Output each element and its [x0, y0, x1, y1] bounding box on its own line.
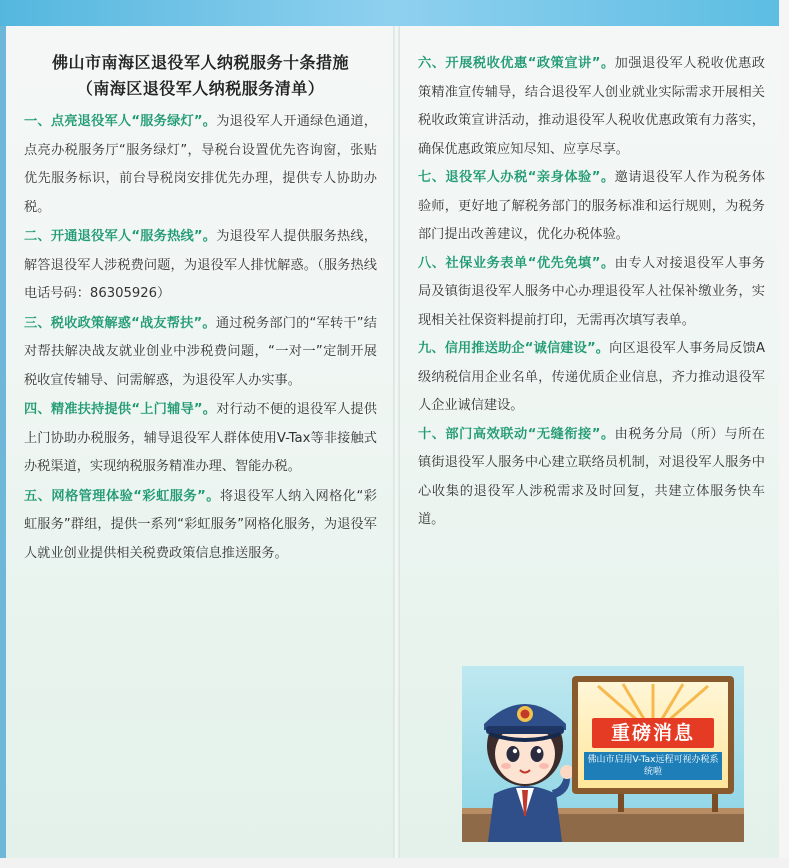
measure-item-1	[24, 108, 377, 222]
measure-item-2	[24, 223, 377, 309]
right-panel	[400, 26, 781, 858]
measure-heading: 一、点亮退役军人“服务绿灯”。	[24, 114, 217, 129]
measure-item-8	[418, 250, 765, 336]
measure-heading: 三、税收政策解惑“战友帮扶”。	[24, 315, 216, 331]
measure-body: 将退役军人纳入网格化“彩虹服务”群组，提供一系列“彩虹服务”网格化服务，为退役军人就业创业提供相关税费政策信息推送服务。	[24, 488, 377, 561]
measure-heading: 六、开展税收优惠“政策宣讲”。	[418, 56, 615, 71]
measure-body: 邀请退役军人作为税务体验师，更好地了解税务部门的服务标准和运行规则，为税务部门提出改善建议，优化办税体验。	[418, 170, 765, 242]
measure-heading: 八、社保业务表单“优先免填”。	[418, 255, 615, 271]
right-edge	[779, 0, 789, 868]
board-leg-right	[712, 794, 718, 812]
document-title: 佛山市南海区退役军人纳税服务十条措施	[51, 53, 349, 72]
measure-heading: 二、开通退役军人“服务热线”。	[24, 229, 217, 244]
measure-body: 向区退役军人事务局反馈A级纳税信用企业名单，传递优质企业信息，齐力推动退役军人企业诚信建设。	[418, 341, 765, 413]
measure-heading: 九、信用推送助企“诚信建设”。	[418, 341, 610, 356]
top-edge	[0, 0, 789, 26]
measure-body: 为退役军人提供服务热线，解答退役军人涉税费问题，为退役军人排忧解惑。（服务热线电话号码：86305926）	[24, 229, 377, 301]
news-board	[572, 676, 734, 794]
measure-item-6	[418, 50, 765, 164]
document-subtitle: （南海区退役军人纳税服务清单）	[76, 79, 325, 98]
news-board-screen	[578, 682, 728, 788]
measure-body: 由专人对接退役军人事务局及镇街退役军人服务中心办理退役军人社保补缴业务，实现相关社保资料提前打印，无需再次填写表单。	[418, 255, 765, 328]
measure-heading: 四、精准扶持提供“上门辅导”。	[24, 402, 217, 417]
bottom-edge	[0, 858, 789, 868]
measure-item-9	[418, 335, 765, 421]
measure-heading: 五、网格管理体验“彩虹服务”。	[24, 488, 220, 504]
measure-item-10	[418, 421, 765, 535]
board-leg-left	[618, 794, 624, 812]
measure-body: 通过税务部门的“军转干”结对帮扶解决战友就业创业中涉税费问题，“一对一”定制开展税收宣传辅导、问需解惑，为退役军人办实事。	[24, 315, 377, 388]
measure-item-3	[24, 310, 377, 396]
measure-item-7	[418, 164, 765, 250]
tax-officer-mascot-icon	[470, 666, 580, 842]
measure-body: 对行动不便的退役军人提供上门协助办税服务，辅导退役军人群体使用V-Tax等非接触式办税渠道，实现纳税服务精准办理、智能办税。	[24, 402, 377, 474]
measure-item-5	[24, 483, 377, 569]
measure-body: 为退役军人开通绿色通道，点亮办税服务厅“服务绿灯”，导税台设置优先咨询窗，张贴优先服务标识，前台导税岗安排优先办理，提供专人协助办税。	[24, 114, 377, 215]
measure-heading: 十、部门高效联动“无缝衔接”。	[418, 426, 615, 442]
news-board-headline: 重磅消息	[592, 718, 714, 748]
measure-body: 由税务分局（所）与所在镇街退役军人服务中心建立联络员机制，对退役军人服务中心收集的退役军人涉税需求及时回复，共建立体服务快车道。	[418, 426, 765, 527]
measure-heading: 七、退役军人办税“亲身体验”。	[418, 170, 615, 185]
page-fold	[393, 26, 400, 858]
measure-item-4	[24, 396, 377, 482]
measure-body: 加强退役军人税收优惠政策精准宣传辅导，结合退役军人创业就业实际需求开展相关税收政策宣讲活动，推动退役军人税收优惠政策有力落实，确保优惠政策应知尽知、应享尽享。	[418, 56, 765, 157]
left-panel	[6, 26, 393, 858]
promo-illustration	[462, 666, 744, 842]
news-board-caption: 佛山市启用V-Tax远程可视办税系统啦	[584, 752, 722, 780]
